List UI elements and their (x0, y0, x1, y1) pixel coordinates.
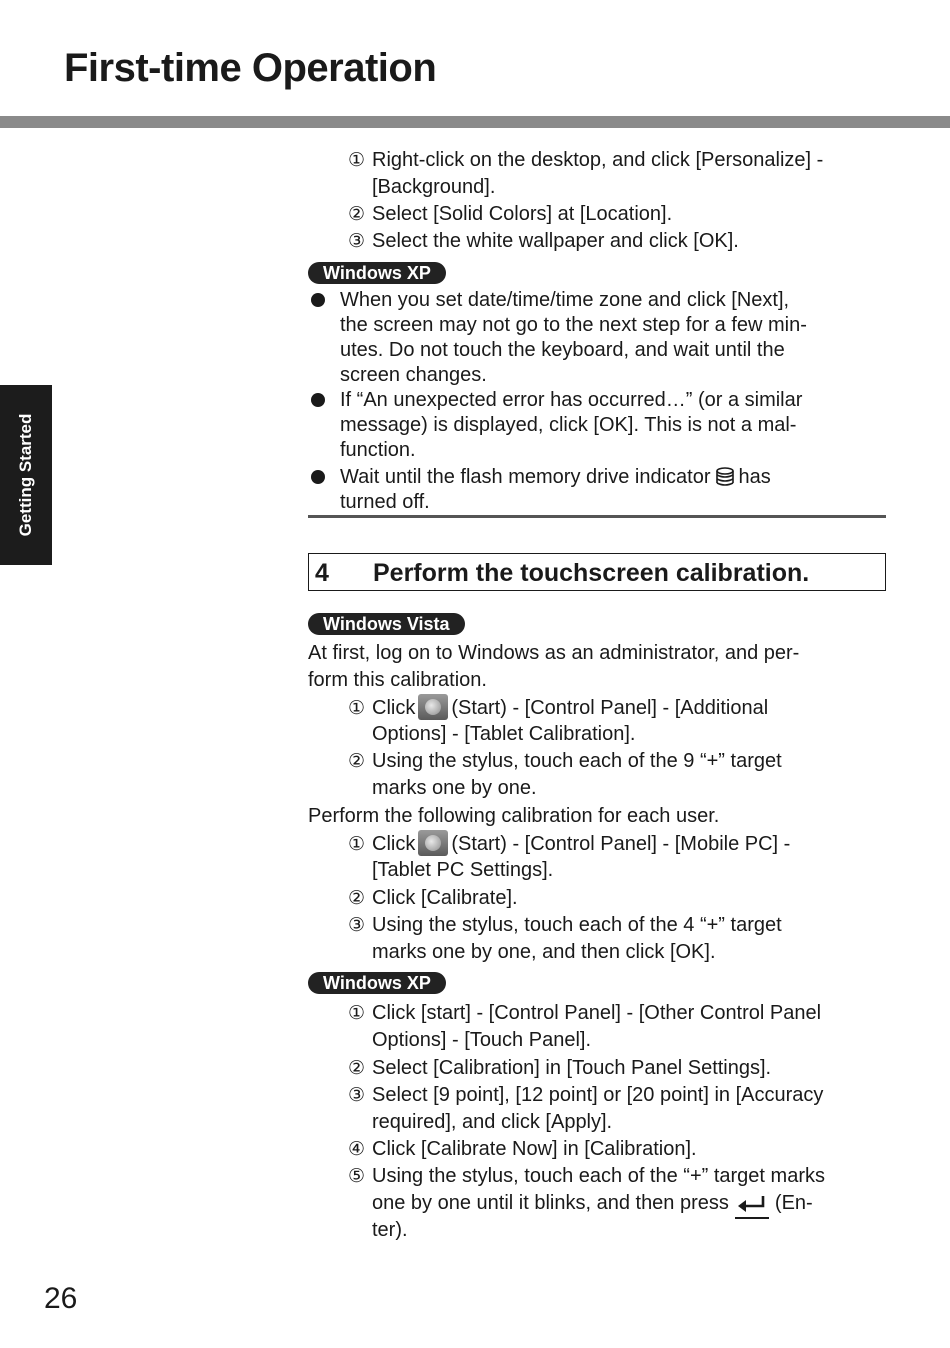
step-number: ① (348, 1002, 366, 1024)
step-number: ② (348, 887, 366, 909)
step-number: ② (348, 203, 366, 225)
windows-vista-badge: Windows Vista (308, 613, 465, 635)
step-number: ① (348, 833, 366, 855)
step-text: (Start) - [Control Panel] - [Additional (451, 697, 769, 719)
enter-key-icon (735, 1193, 769, 1219)
section-divider (308, 515, 886, 518)
step-text: Select [Solid Colors] at [Location]. (372, 203, 673, 225)
enter-arrow-icon (735, 1193, 769, 1215)
step-number: ① (348, 149, 366, 171)
step-text-cont: marks one by one, and then click [OK]. (372, 941, 716, 963)
step-text-cont: [Tablet PC Settings]. (372, 859, 554, 881)
step-text: Click [start] - [Control Panel] - [Other Control Panel (372, 1002, 822, 1024)
step-heading (308, 553, 886, 591)
step-text-part: one by one until it blinks, and then press (372, 1192, 729, 1214)
step-number: ④ (348, 1138, 366, 1160)
side-tab-label: Getting Started (16, 413, 35, 537)
step-number: ② (348, 1057, 366, 1079)
note-text-part: has (738, 466, 771, 488)
list-item (348, 1000, 821, 1026)
windows-xp-badge: Windows XP (308, 972, 446, 994)
step-text: Click [Calibrate Now] in [Calibration]. (372, 1138, 697, 1160)
step-text-cont: [Background]. (372, 176, 496, 198)
note-text: If “An unexpected error has occurred…” (or a similar (340, 389, 803, 411)
step-text: Using the stylus, touch each of the 4 “+” target (372, 914, 782, 936)
step-text: Click (372, 697, 416, 719)
note-text: the screen may not go to the next step for a few min- (340, 314, 807, 336)
step-heading-title: Perform the touchscreen calibration. (373, 559, 810, 587)
body-text: Perform the following calibration for each user. (308, 805, 720, 827)
step-number: ③ (348, 230, 366, 252)
note-text: utes. Do not touch the keyboard, and wait until the (340, 339, 785, 361)
list-item (348, 1163, 825, 1189)
side-tab (0, 385, 52, 565)
flash-memory-indicator-icon (715, 467, 735, 487)
list-item (348, 147, 823, 173)
page-number: 26 (44, 1282, 78, 1315)
step-text: Click [Calibrate]. (372, 887, 518, 909)
list-item (348, 885, 518, 911)
bullet-icon (311, 393, 325, 407)
step-text: Select [9 point], [12 point] or [20 point] in [Accuracy (372, 1084, 824, 1106)
list-item (348, 228, 739, 254)
step-text: (Start) - [Control Panel] - [Mobile PC] - (451, 833, 791, 855)
note-text: message) is displayed, click [OK]. This is not a mal- (340, 414, 797, 436)
windows-start-icon (418, 830, 448, 856)
body-text: form this calibration. (308, 669, 487, 691)
step-heading-number: 4 (315, 559, 329, 587)
step-number: ① (348, 697, 366, 719)
step-text-cont: required], and click [Apply]. (372, 1111, 613, 1133)
note-text: turned off. (340, 491, 430, 513)
page-title: First-time Operation (64, 46, 437, 90)
list-item (348, 830, 790, 857)
windows-start-icon (418, 694, 448, 720)
list-item (348, 694, 768, 721)
step-number: ③ (348, 914, 366, 936)
note-text (340, 464, 771, 490)
step-text: Click (372, 833, 416, 855)
note-text: When you set date/time/time zone and click [Next], (340, 289, 790, 311)
step-text: Select [Calibration] in [Touch Panel Settings]. (372, 1057, 772, 1079)
list-item (348, 1082, 823, 1108)
step-text-cont: Options] - [Tablet Calibration]. (372, 723, 636, 745)
body-text: At first, log on to Windows as an administrator, and per- (308, 642, 800, 664)
note-text-part: Wait until the flash memory drive indicator (340, 466, 711, 488)
title-rule (0, 116, 950, 128)
windows-xp-badge: Windows XP (308, 262, 446, 284)
bullet-icon (311, 470, 325, 484)
step-text: Select the white wallpaper and click [OK]. (372, 230, 739, 252)
step-text-cont: ter). (372, 1219, 408, 1241)
step-text: Using the stylus, touch each of the “+” target marks (372, 1165, 825, 1187)
step-text-cont (372, 1190, 813, 1219)
list-item (348, 1136, 697, 1162)
list-item (348, 748, 782, 774)
step-text-cont: Options] - [Touch Panel]. (372, 1029, 592, 1051)
step-number: ⑤ (348, 1165, 366, 1187)
step-text: Right-click on the desktop, and click [Personalize] - (372, 149, 824, 171)
list-item (348, 201, 672, 227)
step-number: ② (348, 750, 366, 772)
step-text-cont: marks one by one. (372, 777, 537, 799)
step-text-part: (En- (774, 1192, 813, 1214)
step-text: Using the stylus, touch each of the 9 “+” target (372, 750, 782, 772)
list-item (348, 912, 782, 938)
step-number: ③ (348, 1084, 366, 1106)
note-text: function. (340, 439, 416, 461)
bullet-icon (311, 293, 325, 307)
note-text: screen changes. (340, 364, 487, 386)
list-item (348, 1055, 771, 1081)
